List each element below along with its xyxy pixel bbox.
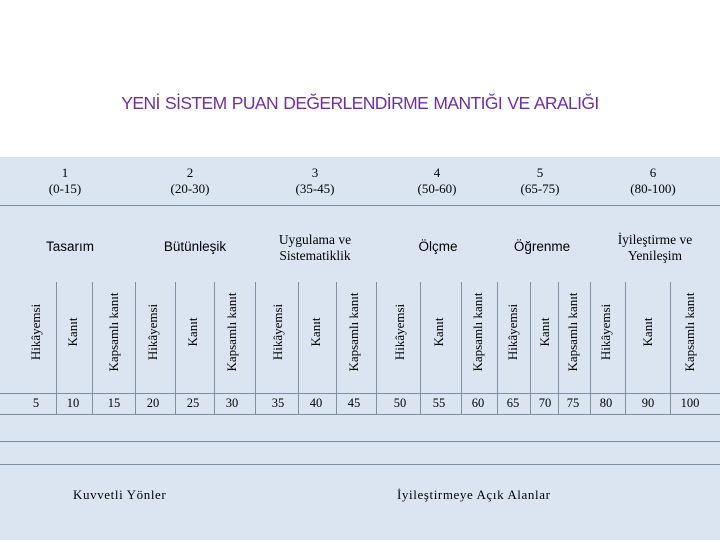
score-cell: 35: [271, 396, 285, 410]
score-cell: 60: [471, 396, 485, 410]
level-4-header: [392, 165, 482, 197]
grid-line: [530, 282, 531, 414]
stage-improvement: İyileştirme ve Yenileşim: [617, 232, 693, 263]
level-3-header: [270, 165, 360, 197]
grid-line: [420, 282, 421, 414]
stage-measurement: Ölçme: [418, 239, 458, 254]
criterion-label: Hikâyemsi: [598, 303, 613, 361]
grid-line: [298, 282, 299, 414]
criterion-label: Hikâyemsi: [392, 303, 407, 361]
level-5-header: [495, 165, 585, 197]
score-cell: 20: [146, 396, 160, 410]
grid-line: [56, 282, 57, 414]
level-6-header: [608, 165, 698, 197]
score-cell: 10: [66, 396, 80, 410]
score-cell: 50: [393, 396, 407, 410]
grid-line: [0, 393, 720, 394]
score-cell: 25: [186, 396, 200, 410]
level-number: 1: [61, 165, 69, 180]
grid-line: [558, 282, 559, 414]
level-2-header: [145, 165, 235, 197]
criterion-label: Kapsamlı kanıt: [470, 292, 485, 372]
criterion-label: Hikâyemsi: [505, 303, 520, 361]
level-range: (65-75): [520, 181, 560, 196]
criterion-label: Kanıt: [185, 317, 200, 347]
level-number: 4: [433, 165, 441, 180]
level-number: 5: [536, 165, 544, 180]
grid-line: [135, 282, 136, 414]
score-cell: 90: [641, 396, 655, 410]
grid-line: [590, 282, 591, 414]
level-range: (50-60): [417, 181, 457, 196]
strengths-label: Kuvvetli Yönler: [73, 487, 167, 502]
stage-integrated: Bütünleşik: [163, 239, 227, 254]
grid-line: [0, 464, 720, 465]
score-cell: 40: [309, 396, 323, 410]
level-range: (35-45): [295, 181, 335, 196]
level-number: 3: [311, 165, 319, 180]
criterion-label: Kapsamlı kanıt: [682, 292, 697, 372]
criterion-label: Kanıt: [640, 317, 655, 347]
score-cell: 80: [599, 396, 613, 410]
stage-learning: Öğrenme: [513, 239, 571, 254]
level-range: (0-15): [48, 181, 82, 196]
criterion-label: Kanıt: [308, 317, 323, 347]
criterion-label: Kapsamlı kanıt: [565, 292, 580, 372]
stage-design: Tasarım: [45, 239, 94, 254]
score-cell: 75: [566, 396, 580, 410]
score-cell: 65: [506, 396, 520, 410]
score-cell: 55: [432, 396, 446, 410]
level-1-header: [20, 165, 110, 197]
grid-line: [92, 282, 93, 414]
score-cell: 70: [538, 396, 552, 410]
grid-line: [0, 441, 720, 442]
grid-line: [461, 282, 462, 414]
improvements-label: İyileştirmeye Açık Alanlar: [397, 487, 551, 502]
grid-line: [497, 282, 498, 414]
criterion-label: Hikâyemsi: [270, 303, 285, 361]
page-title: YENİ SİSTEM PUAN DEĞERLENDİRME MANTIĞI VE ARALIĞI: [121, 93, 599, 113]
grid-line: [255, 282, 256, 414]
grid-line: [376, 282, 377, 414]
criterion-label: Kanıt: [65, 317, 80, 347]
grid-line: [670, 282, 671, 414]
grid-line: [214, 282, 215, 414]
criterion-label: Hikâyemsi: [28, 303, 43, 361]
grid-line: [625, 282, 626, 414]
grid-line: [336, 282, 337, 414]
criterion-label: Kapsamlı kanıt: [346, 292, 361, 372]
score-cell: 45: [347, 396, 361, 410]
level-range: (80-100): [630, 181, 676, 196]
criterion-label: Kapsamlı kanıt: [224, 292, 239, 372]
score-cell: 30: [225, 396, 239, 410]
level-range: (20-30): [170, 181, 210, 196]
grid-line: [0, 414, 720, 415]
criterion-label: Kanıt: [431, 317, 446, 347]
criterion-label: Kapsamlı kanıt: [106, 292, 121, 372]
grid-line: [175, 282, 176, 414]
score-cell: 100: [680, 396, 700, 410]
criterion-label: Hikâyemsi: [145, 303, 160, 361]
stage-application: Uygulama ve Sistematiklik: [278, 232, 352, 263]
level-number: 6: [649, 165, 657, 180]
grid-line: [0, 205, 720, 206]
level-number: 2: [186, 165, 194, 180]
criterion-label: Kanıt: [537, 317, 552, 347]
score-cell: 5: [32, 396, 40, 410]
score-cell: 15: [107, 396, 121, 410]
